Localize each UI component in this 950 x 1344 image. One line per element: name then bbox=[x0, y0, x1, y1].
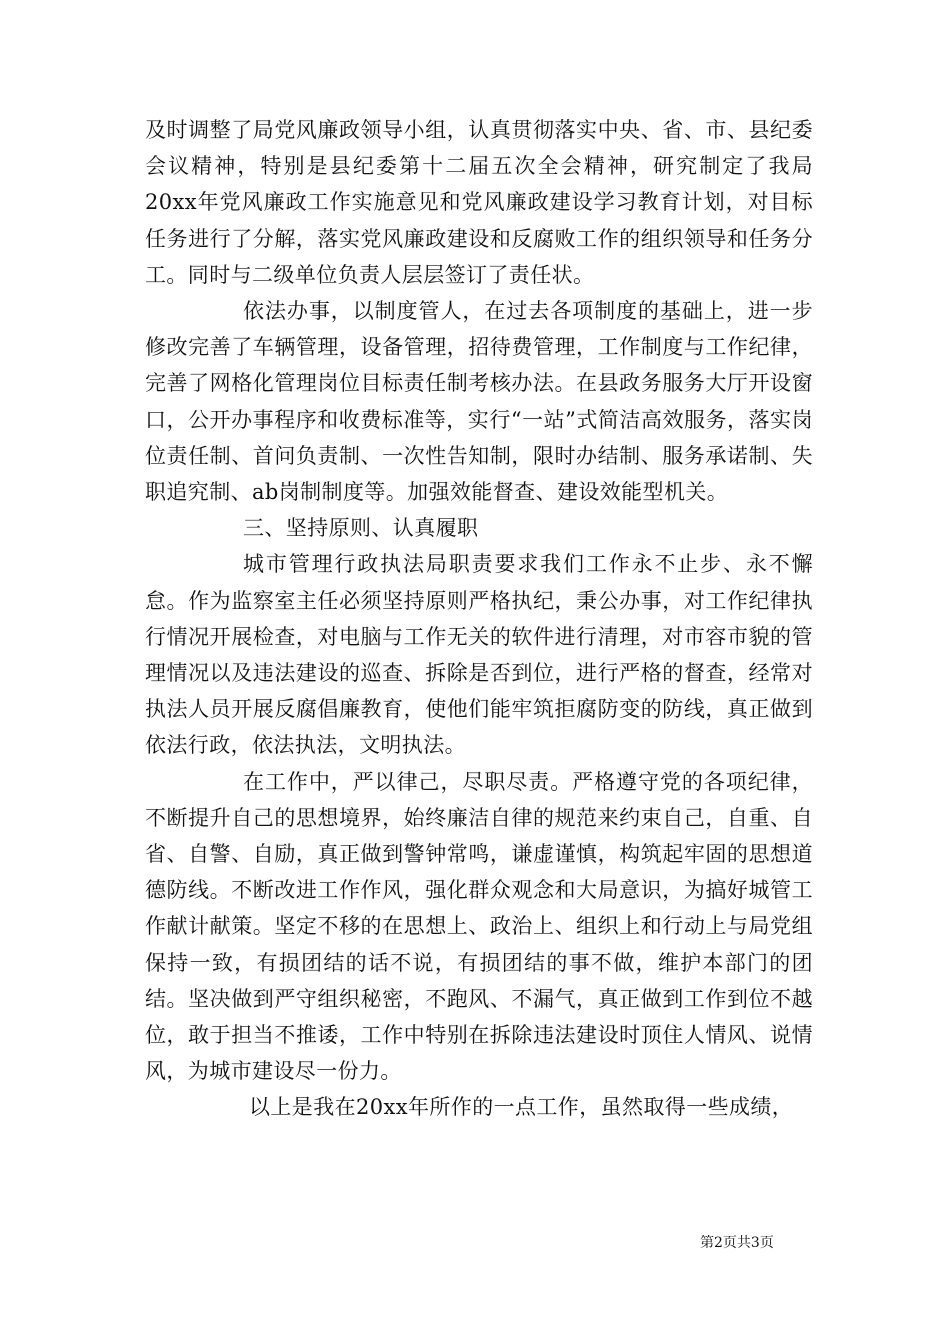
document-body bbox=[145, 112, 813, 1126]
paragraph-continuation: 及时调整了局党风廉政领导小组，认真贯彻落实中央、省、市、县纪委会议精神，特别是县纪委第十二届五次全会精神，研究制定了我局20xx年党风廉政工作实施意见和党风廉政建设学习教育计划，对目标任务进行了分解，落实党风廉政建设和反腐败工作的组织领导和任务分工。同时与二级单位负责人层层签订了责任状。 bbox=[145, 118, 813, 287]
section-heading: 三、坚持原则、认真履职 bbox=[243, 516, 479, 541]
paragraph-regulations: 依法办事，以制度管人，在过去各项制度的基础上，进一步修改完善了车辆管理，设备管理，招待费管理，工作制度与工作纪律，完善了网格化管理岗位目标责任制考核办法。在县政务服务大厅开设窗口，公开办事程序和收费标准等，实行“一站”式简洁高效服务，落实岗位责任制、首问负责制、一次性告知制，限时办结制、服务承诺制、失职追究制、ab岗制制度等。加强效能督查、建设效能型机关。 bbox=[145, 299, 813, 505]
paragraph-summary: 以上是我在20xx年所作的一点工作，虽然取得一些成绩， bbox=[249, 1095, 794, 1120]
paragraph-self-discipline: 在工作中，严以律己，尽职尽责。严格遵守党的各项纪律，不断提升自己的思想境界，始终廉洁自律的规范来约束自己，自重、自省、自警、自励，真正做到警钟常鸣，谦虚谨慎，构筑起牢固的思想道德防线。不断改进工作作风，强化群众观念和大局意识，为搞好城管工作献计献策。坚定不移的在思想上、政治上、组织上和行动上与局党组保持一致，有损团结的话不说，有损团结的事不做，维护本部门的团结。坚决做到严守组织秘密，不跑风、不漏气，真正做到工作到位不越位，敢于担当不推诿，工作中特别在拆除违法建设时顶住人情风、说情风，为城市建设尽一份力。 bbox=[145, 769, 813, 1084]
paragraph-duties: 城市管理行政执法局职责要求我们工作永不止步、永不懈怠。作为监察室主任必须坚持原则严格执纪，秉公办事，对工作纪律执行情况开展检查，对电脑与工作无关的软件进行清理，对市容市貌的管理情况以及违法建设的巡查、拆除是否到位，进行严格的督查，经常对执法人员开展反腐倡廉教育，使他们能牢筑拒腐防变的防线，真正做到依法行政，依法执法，文明执法。 bbox=[145, 552, 813, 758]
page-number-footer: 第2页共3页 bbox=[700, 1235, 774, 1251]
